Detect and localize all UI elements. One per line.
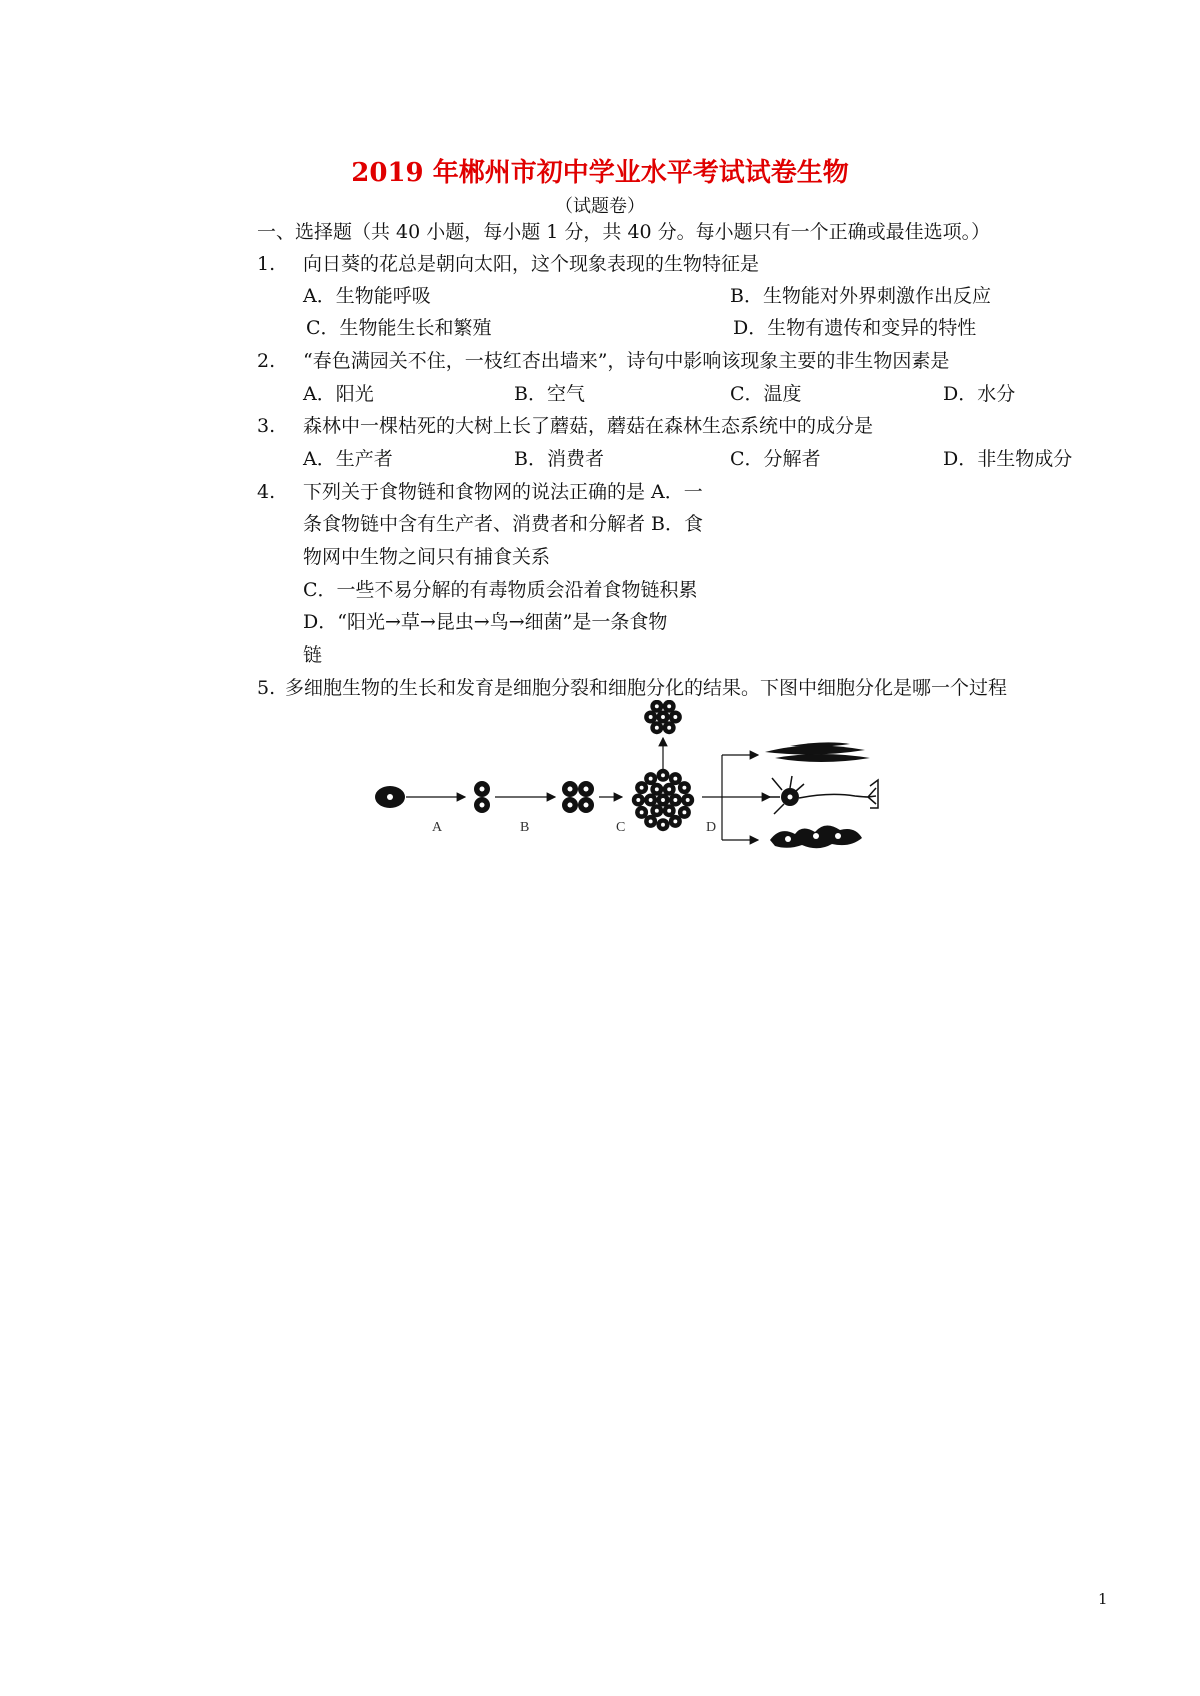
cell-nucleus	[667, 704, 671, 708]
page-number: 1	[1098, 1590, 1108, 1608]
question-4-line-5: D．“阳光→草→昆虫→鸟→细菌”是一条食物	[303, 611, 668, 633]
question-2-stem: “春色满园关不住，一枝红杏出墙来”，诗句中影响该现象主要的非生物因素是	[303, 350, 950, 372]
question-4-line-1: 下列关于食物链和食物网的说法正确的是 A．一	[303, 481, 703, 503]
question-3-number: 3.	[257, 415, 276, 437]
diagram-label-d: D	[706, 820, 717, 835]
question-3-option-c: C．分解者	[730, 448, 821, 470]
cell-differentiation-diagram	[370, 700, 970, 860]
cell-nucleus	[667, 726, 671, 730]
neuron-icon	[768, 776, 878, 814]
cell-nucleus	[640, 786, 644, 790]
question-5-stem: 多细胞生物的生长和发育是细胞分裂和细胞分化的结果。下图中细胞分化是哪一个过程	[285, 677, 1008, 699]
diagram-label-a: A	[432, 820, 443, 835]
cell-nucleus	[655, 726, 659, 730]
cell-nucleus	[673, 777, 677, 781]
four-cells-icon	[562, 781, 594, 813]
cell-mass-icon	[632, 769, 694, 831]
question-3-stem: 森林中一棵枯死的大树上长了蘑菇，蘑菇在森林生态系统中的成分是	[303, 415, 874, 437]
section-heading: 一、选择题（共 40 小题，每小题 1 分，共 40 分。每小题只有一个正确或最佳选项。）	[257, 221, 991, 243]
cell-cluster-top-icon	[644, 700, 682, 734]
cell-nucleus	[667, 809, 671, 813]
cell-nucleus	[682, 810, 686, 814]
cell-nucleus	[649, 819, 653, 823]
cell-nucleus	[686, 798, 690, 802]
cell-nucleus	[649, 798, 653, 802]
question-1-stem: 向日葵的花总是朝向太阳，这个现象表现的生物特征是	[303, 253, 760, 275]
cell-nucleus	[673, 798, 677, 802]
question-2-number: 2.	[257, 350, 276, 372]
cell-nucleus	[673, 715, 677, 719]
question-3-option-a: A．生产者	[303, 448, 393, 470]
epithelial-tissue-icon	[770, 825, 862, 848]
question-3-option-d: D．非生物成分	[943, 448, 1073, 470]
question-3-option-b: B．消费者	[514, 448, 604, 470]
cell-nucleus	[661, 773, 665, 777]
question-2-option-a: A．阳光	[303, 383, 374, 405]
cell-nucleus	[655, 809, 659, 813]
question-4-line-4: C．一些不易分解的有毒物质会沿着食物链积累	[303, 579, 698, 601]
question-4-number: 4.	[257, 481, 276, 503]
muscle-tissue-icon	[765, 742, 870, 762]
cell-nucleus	[640, 810, 644, 814]
cell-nucleus	[649, 715, 653, 719]
page-subtitle: （试题卷）	[555, 196, 645, 217]
question-4-line-2: 条食物链中含有生产者、消费者和分解者 B．食	[303, 513, 704, 535]
question-4-line-6: 链	[303, 644, 323, 666]
question-4-line-3: 物网中生物之间只有捕食关系	[303, 546, 551, 568]
cell-nucleus	[655, 704, 659, 708]
page-title: 2019 年郴州市初中学业水平考试试卷生物	[351, 158, 849, 188]
question-2-option-b: B．空气	[514, 383, 585, 405]
cell-nucleus	[682, 786, 686, 790]
cell-nucleus	[649, 777, 653, 781]
single-cell-icon	[375, 786, 405, 808]
question-2-option-c: C．温度	[730, 383, 802, 405]
question-5-number: 5.	[257, 677, 276, 699]
cell-nucleus	[636, 798, 640, 802]
question-2-option-d: D．水分	[943, 383, 1016, 405]
question-1-option-a: A．生物能呼吸	[303, 285, 431, 307]
question-1-number: 1.	[257, 253, 276, 275]
diagram-label-c: C	[616, 820, 626, 835]
question-1-option-b: B．生物能对外界刺激作出反应	[730, 285, 991, 307]
question-1-option-d: D．生物有遗传和变异的特性	[733, 317, 977, 339]
cell-nucleus	[661, 798, 665, 802]
cell-nucleus	[667, 787, 671, 791]
cell-nucleus	[673, 819, 677, 823]
diagram-label-b: B	[520, 820, 530, 835]
cell-nucleus	[661, 823, 665, 827]
question-1-option-c: C．生物能生长和繁殖	[306, 317, 492, 339]
cell-nucleus	[661, 715, 665, 719]
two-cells-icon	[474, 781, 490, 813]
cell-nucleus	[655, 787, 659, 791]
